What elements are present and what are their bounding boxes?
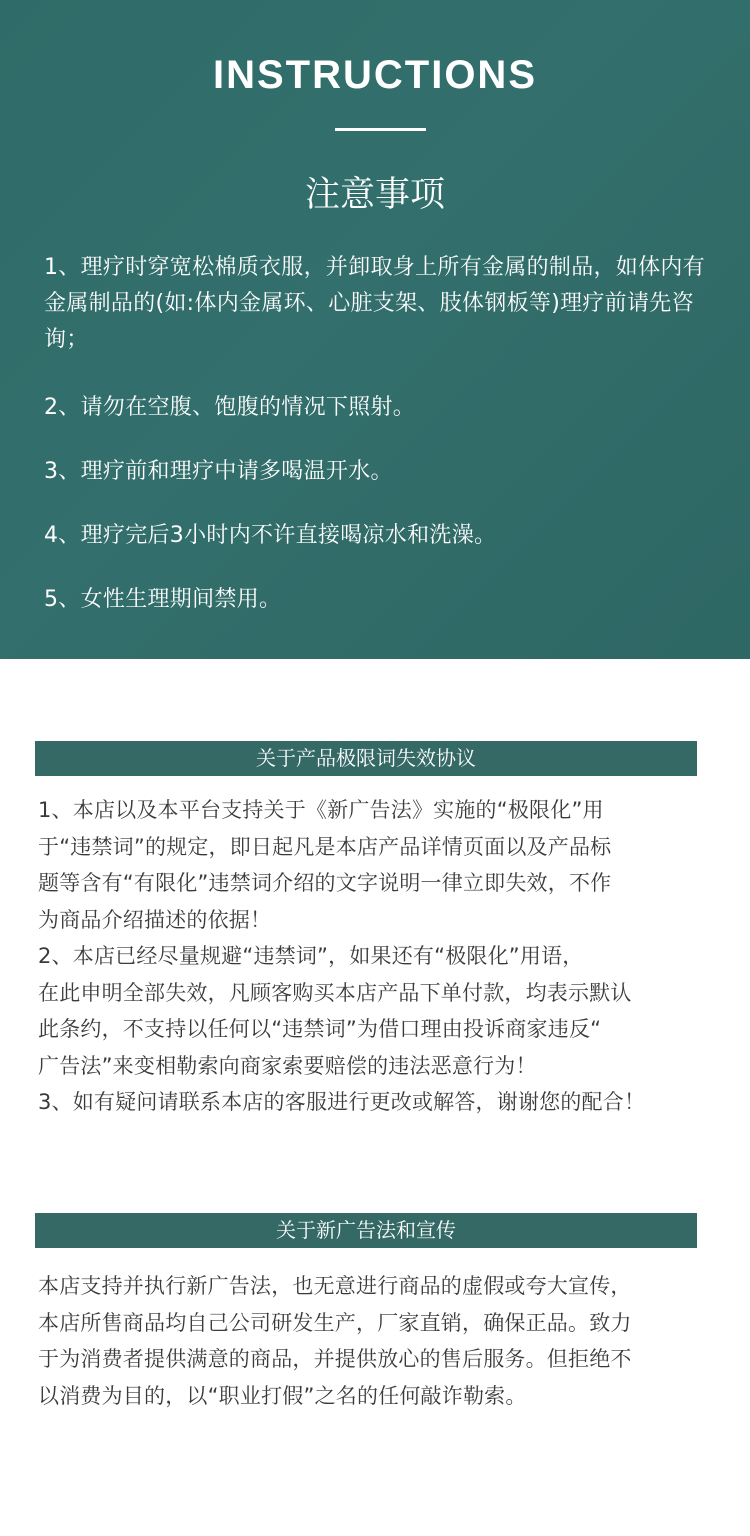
paragraph-line: 本店所售商品均自己公司研发生产，厂家直销，确保正品。致力 bbox=[38, 1310, 632, 1335]
paragraph-line: 题等含有“有限化”违禁词介绍的文字说明一律立即失效，不作 bbox=[38, 871, 612, 895]
paragraph-line: 在此申明全部失效，凡顾客购买本店产品下单付款，均表示默认 bbox=[38, 980, 632, 1005]
paragraph-line: 为商品介绍描述的依据！ bbox=[38, 907, 272, 932]
paragraph-line: 于“违禁词”的规定，即日起凡是本店产品详情页面以及产品标 bbox=[38, 834, 612, 859]
instructions-title-cn: 注意事项 bbox=[304, 175, 445, 215]
paragraph-line: 此条约，不支持以任何以“违禁词”为借口理由投诉商家违反“ bbox=[38, 1017, 602, 1041]
extreme-words-agreement-text bbox=[38, 792, 714, 1121]
instruction-item-1: 1、理疗时穿宽松棉质衣服，并卸取身上所有金属的制品，如体内有金属制品的(如:体内金属环、心脏支架、肢体钢板等)理疗前请先咨询； bbox=[44, 255, 705, 352]
paragraph-line: 1、本店以及本平台支持关于《新广告法》实施的“极限化”用 bbox=[38, 798, 604, 822]
instruction-item-2: 2、请勿在空腹、饱腹的情况下照射。 bbox=[44, 395, 416, 420]
section-heading-extreme-words: 关于产品极限词失效协议 bbox=[35, 741, 697, 776]
paragraph-line: 以消费为目的，以“职业打假”之名的任何敲诈勒索。 bbox=[38, 1383, 527, 1408]
instruction-item-5: 5、女性生理期间禁用。 bbox=[44, 587, 282, 612]
title-divider bbox=[335, 128, 426, 131]
instruction-item-4: 4、理疗完后3小时内不许直接喝凉水和洗澡。 bbox=[44, 523, 497, 548]
paragraph-line: 2、本店已经尽量规避“违禁词”，如果还有“极限化”用语， bbox=[38, 944, 584, 968]
paragraph-line: 3、如有疑问请联系本店的客服进行更改或解答，谢谢您的配合！ bbox=[38, 1090, 646, 1114]
advertising-law-text bbox=[38, 1268, 714, 1414]
paragraph-line: 广告法”来变相勒索向商家索要赔偿的违法恶意行为！ bbox=[38, 1053, 537, 1078]
instructions-panel bbox=[0, 0, 750, 659]
instruction-item-3: 3、理疗前和理疗中请多喝温开水。 bbox=[44, 459, 393, 484]
paragraph-line: 于为消费者提供满意的商品，并提供放心的售后服务。但拒绝不 bbox=[38, 1347, 632, 1371]
paragraph-line: 本店支持并执行新广告法，也无意进行商品的虚假或夸大宣传， bbox=[38, 1274, 632, 1298]
instructions-title-en: INSTRUCTIONS bbox=[213, 53, 537, 97]
section-heading-advertising-law: 关于新广告法和宣传 bbox=[35, 1213, 697, 1248]
